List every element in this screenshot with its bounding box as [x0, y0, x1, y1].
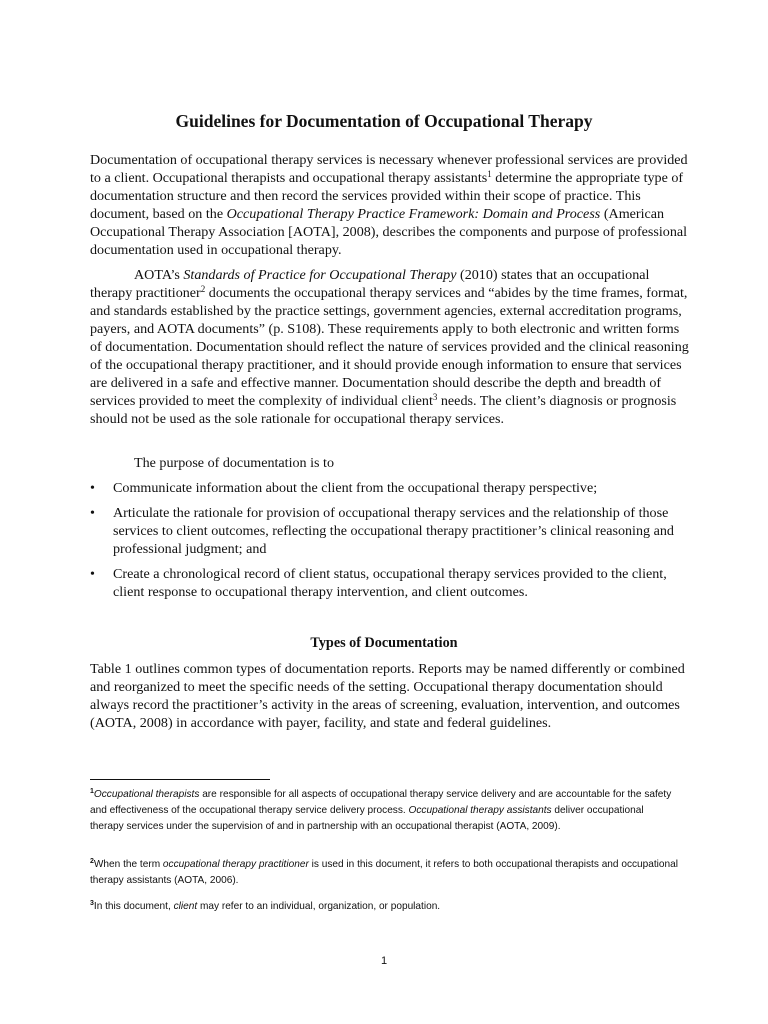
footnote-ref-3[interactable]: 3: [432, 392, 438, 402]
footnote-ref-2[interactable]: 2: [200, 284, 206, 294]
footnote-2-text-a: When the term: [93, 859, 163, 870]
purpose-list: [90, 479, 690, 608]
intro-text-a: Documentation of occupational therapy services is necessary whenever professional services are provided to a client. Occupational therapists and occupational therapy assistants: [90, 152, 688, 186]
footnote-2: [90, 857, 680, 889]
footnote-3-text-b: may refer to an individual, organization, or population.: [197, 901, 441, 912]
framework-title: Occupational Therapy Practice Framework: Domain and Process: [226, 206, 601, 222]
purpose-intro: The purpose of documentation is to: [134, 455, 335, 471]
footnote-ref-1[interactable]: 1: [487, 169, 492, 179]
document-title: Guidelines for Documentation of Occupational Therapy: [175, 111, 593, 131]
standards-text-b: (2010) states that an occupational therapy practitioner: [90, 267, 650, 301]
list-item-text: Communicate information about the client from the occupational therapy perspective;: [113, 480, 598, 496]
footnote-1-number: 1: [90, 788, 94, 795]
footnote-3-text-a: In this document,: [93, 901, 174, 912]
footnote-1-term-b: Occupational therapy assistants: [408, 805, 552, 817]
footnote-1-text-b: deliver occupational therapy services under the supervision of and in partnership with an occupational therapist (AOTA, 2009).: [90, 805, 644, 833]
footnote-2-text-b: is used in this document, it refers to both occupational therapists and occupational therapy assistants (AOTA, 2006).: [90, 859, 679, 887]
intro-paragraph: [90, 151, 690, 259]
footnote-1-text-a: are responsible for all aspects of occupational therapy service delivery and are accountable for the safety and effectiveness of the occupational therapy service delivery process.: [90, 789, 672, 817]
list-item: [90, 479, 690, 497]
section-heading: Types of Documentation: [310, 635, 458, 651]
standards-title: Standards of Practice for Occupational Therapy: [183, 267, 457, 283]
standards-text-c: documents the occupational therapy services and “abides by the time frames, format, and standards established by the practice settings, government agencies, external accreditation programs, payers, and AOTA documents” (p. S108). These requirements apply to both electronic and written forms of documentation. Documentation should reflect the nature of services provided and the clinical reasoning of the occupational therapy practitioner, and it should provide enough information to ensure that services are delivered in a safe and effective manner. Documentation should describe the depth and breadth of services provided to meet the complexity of individual client: [90, 285, 689, 409]
intro-text-c: (American Occupational Therapy Association [AOTA], 2008), describes the components and purpose of professional documentation used in occupational therapy.: [90, 206, 688, 258]
standards-text-a: AOTA’s: [134, 267, 184, 283]
footnote-2-term: occupational therapy practitioner: [162, 859, 309, 870]
list-item: [90, 565, 690, 601]
footnote-3: [90, 899, 680, 915]
bullet-marker: •: [90, 480, 95, 496]
page-number: 1: [380, 955, 388, 967]
bullet-marker: •: [90, 566, 95, 582]
footnote-3-term: client: [173, 901, 198, 912]
footnote-3-number: 3: [90, 900, 94, 907]
footnote-1: [90, 787, 680, 836]
footnote-2-number: 2: [90, 858, 94, 865]
list-item: [90, 504, 690, 558]
footnote-1-term-a: Occupational therapists: [93, 789, 200, 800]
list-item-text: Create a chronological record of client status, occupational therapy services provided to the client, client response to occupational therapy intervention, and client outcomes.: [113, 566, 667, 600]
footnote-divider: [90, 779, 270, 780]
bullet-marker: •: [90, 505, 95, 521]
types-paragraph: Table 1 outlines common types of documentation reports. Reports may be named differently or combined and reorganized to meet the specific needs of the setting. Occupational therapy documentation should always record the practitioner’s activity in the areas of screening, evaluation, intervention, and outcomes (AOTA, 2008) in accordance with payer, facility, and state and federal guidelines.: [90, 661, 685, 731]
list-item-text: Articulate the rationale for provision of occupational therapy services and the relationship of those services to client outcomes, reflecting the occupational therapy practitioner’s clinical reasoning and professional judgment; and: [113, 505, 674, 557]
standards-paragraph: [90, 266, 690, 428]
standards-text-d: needs. The client’s diagnosis or prognosis should not be used as the sole rationale for occupational therapy services.: [90, 393, 677, 427]
intro-text-b: determine the appropriate type of documentation structure and then record the services provided within their scope of practice. This document, based on the: [90, 170, 684, 222]
